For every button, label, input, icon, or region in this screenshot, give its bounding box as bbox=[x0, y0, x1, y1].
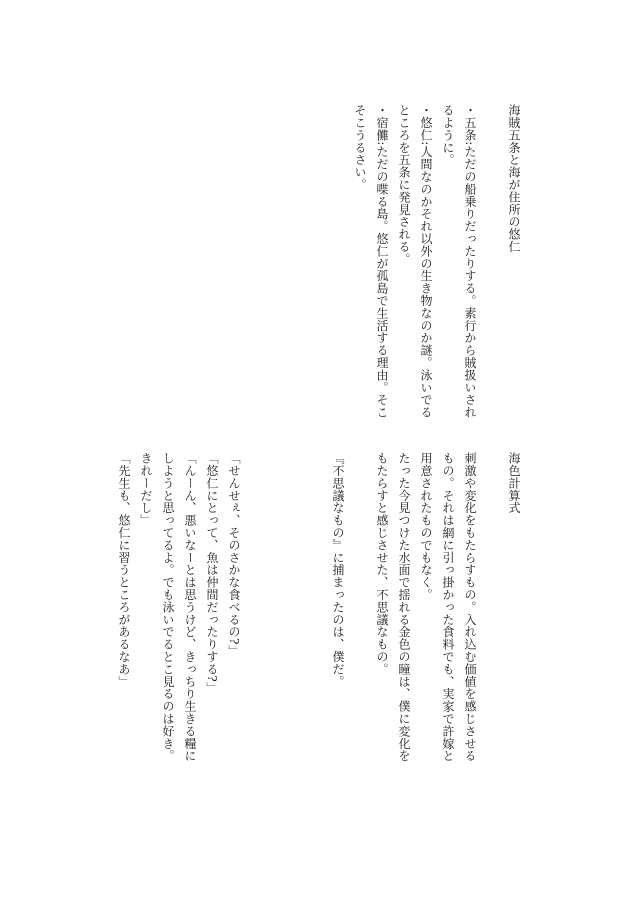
dialogue-line: きれーだし」 bbox=[139, 452, 153, 527]
note-line: そこうるさい。 bbox=[353, 104, 367, 191]
dialogue-line: しようと思ってるよ。でも泳いでるとこ見るのは好き。 bbox=[161, 452, 175, 762]
dialogue-line: 「せんせぇ、そのさかな食べるの?」 bbox=[227, 452, 241, 658]
note-line: ・宿儺:ただの喋る島。悠仁が孤島で生活する理由。そこ bbox=[375, 104, 389, 419]
dialogue-line: 「んーん、悪いなーとは思うけど、きっちり生きる糧に bbox=[183, 452, 197, 762]
note-line: るように。 bbox=[441, 104, 455, 166]
spacer bbox=[349, 452, 371, 772]
story-section bbox=[327, 452, 525, 772]
story-line: もたらすと感じさせた、不思議なもの。 bbox=[375, 452, 389, 676]
note-line: ところを五条に発見される。 bbox=[397, 104, 411, 266]
story-line: 『不思議なもの』に捕まったのは、僕だ。 bbox=[331, 452, 345, 688]
story-line: 刺激や変化をもたらすもの。入れ込む価値を感じさせる bbox=[463, 452, 477, 762]
spacer bbox=[481, 452, 503, 772]
section-title: 海賊五条と海が住所の悠仁 bbox=[507, 104, 521, 253]
character-notes-section bbox=[349, 104, 525, 434]
spacer bbox=[481, 104, 503, 434]
section-title: 海色計算式 bbox=[507, 452, 521, 514]
dialogue-line: 「悠仁にとって、魚は仲間だったりする?」 bbox=[205, 452, 219, 695]
note-line: ・五条:ただの船乗りだったりする。素行から賊扱いされ bbox=[463, 104, 477, 419]
story-line: もの。それは網に引っ掛かった食料でも、実家で許嫁と bbox=[441, 452, 455, 762]
story-line: たった今見つけた水面で揺れる金色の瞳は、僕に変化を bbox=[397, 452, 411, 762]
story-line: 用意されたものでもなく。 bbox=[419, 452, 433, 601]
dialogue-section bbox=[113, 452, 245, 772]
note-line: ・悠仁:人間なのかそれ以外の生き物なのか謎。泳いでる bbox=[419, 104, 433, 419]
dialogue-line: 「先生も、悠仁に習うところがあるなあ」 bbox=[117, 452, 131, 688]
